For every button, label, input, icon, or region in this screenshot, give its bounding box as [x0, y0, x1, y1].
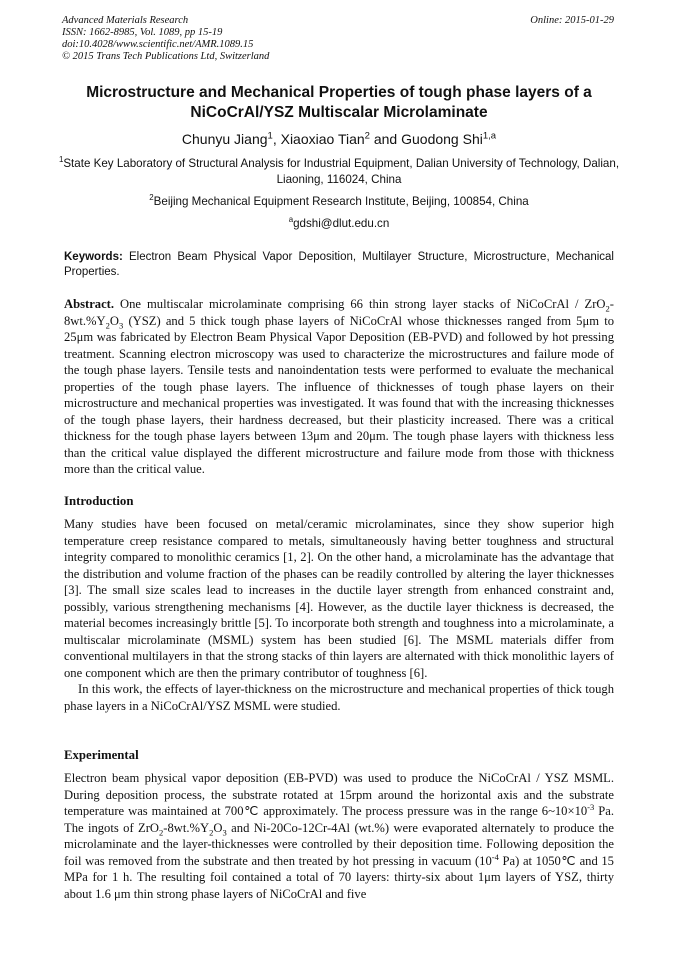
experimental-text: Pa. The ingots of ZrO: [64, 804, 614, 835]
affiliation-1: [50, 156, 628, 187]
author-separator: ,: [272, 131, 281, 147]
subscript: 2: [209, 827, 214, 838]
author-separator: and: [369, 131, 402, 147]
author-email: [50, 216, 628, 232]
affiliation-text: State Key Laboratory of Structural Analysis for Industrial Equipment, Dalian University of Technology, Dalian, Liaoning, 116024, China: [63, 157, 620, 186]
abstract: [64, 296, 614, 478]
experimental-text: Pa) at 1050℃ and 15 MPa for 1 h. The resulting foil contained a total of 70 layers: thirty-six about 1μm layers of YSZ, thirty about 1.6 μm thin strong phase layers of NiCoCrAl and five: [64, 853, 614, 901]
abstract-text: -8wt.%Y: [64, 297, 614, 328]
subscript: 3: [222, 827, 227, 838]
copyright-line: © 2015 Trans Tech Publications Ltd, Switzerland: [62, 51, 270, 62]
author-affiliation-mark: 2: [364, 130, 370, 142]
subscript: 3: [119, 320, 124, 331]
author-affiliation-mark: 1: [267, 130, 273, 142]
abstract-text: (YSZ) and 5 thick tough phase layers of NiCoCrAl whose thicknesses ranged from 5μm to 25μm was fabricated by Electron Beam Physical Vapor Deposition (EB-PVD) and followed by hot pressing treatment. Scanning electron microscopy was used to characterize the microstructures and failure mode of the tough phase layers. Tensile tests and nanoindentation tests were performed to evaluate the mechanical properties of the tough phase layers. The influence of thicknesses of tough phase layers on their microstructure and mechanical properties was investigated. It was found that with the increasing thicknesses of the tough phase layers, their hardness decreased, but their plasticity increased. There was a critical thickness for the tough phase layers between 13μm and 20μm. The tough phase layers with thickness less than the critical value displayed the different microstructure and failure mode from those with thickness more than the critical value.: [64, 313, 614, 476]
author-list: [40, 130, 638, 148]
doi-line[interactable]: doi:10.4028/www.scientific.net/AMR.1089.15: [62, 39, 254, 50]
affiliation-2: [50, 194, 628, 210]
subscript: 2: [159, 827, 164, 838]
intro-paragraph: In this work, the effects of layer-thickness on the microstructure and mechanical properties of thick tough phase layers in a NiCoCrAl/YSZ MSML were studied.: [64, 682, 614, 713]
abstract-label: Abstract.: [64, 297, 115, 311]
affiliation-mark: 1: [58, 155, 64, 165]
journal-name: Advanced Materials Research: [62, 15, 189, 26]
online-date: Online: 2015-01-29: [530, 15, 614, 26]
experimental-heading: Experimental: [64, 748, 139, 762]
author-name: Chunyu Jiang: [181, 131, 268, 147]
email-mark: a: [288, 215, 294, 225]
experimental-text: -8wt.%Y: [163, 820, 210, 835]
superscript: -3: [587, 801, 595, 812]
introduction-heading: Introduction: [64, 494, 134, 508]
subscript: 2: [105, 320, 110, 331]
author-name: Xiaoxiao Tian: [280, 131, 365, 147]
keywords: [64, 250, 614, 279]
journal-header: [62, 15, 614, 63]
keywords-text: Electron Beam Physical Vapor Deposition, Multilayer Structure, Microstructure, Mechanical Properties.: [64, 251, 614, 278]
email-address[interactable]: gdshi@dlut.edu.cn: [293, 217, 390, 230]
experimental-text: O: [213, 820, 223, 835]
experimental-text: and Ni-20Co-12Cr-4Al (wt.%) were evaporated alternately to produce the microlaminate and the layer-thicknesses were controlled by their deposition time. Following deposition the foil was removed from the substrate and then treated by hot pressing in vacuum (10: [64, 820, 614, 868]
experimental-text: Electron beam physical vapor deposition (EB-PVD) was used to produce the NiCoCrAl / YSZ MSML. During deposition process, the substrate rotated at 15rpm around the horizontal axis and the substrate temperature was maintained at 700℃ approximately. The process pressure was in the range 6~10×10: [64, 771, 614, 818]
paper-title: Microstructure and Mechanical Properties of tough phase layers of a NiCoCrAl/YSZ Multiscalar Microlaminate: [86, 84, 592, 121]
keywords-label: Keywords:: [64, 251, 123, 263]
experimental-body: [64, 770, 614, 902]
subscript: 2: [605, 303, 610, 314]
author-name: Guodong Shi: [401, 131, 483, 147]
author-affiliation-mark: 1,a: [482, 130, 497, 142]
affiliation-mark: 2: [149, 193, 154, 203]
abstract-text: O: [109, 313, 120, 328]
affiliation-text: Beijing Mechanical Equipment Research Institute, Beijing, 100854, China: [153, 195, 529, 208]
introduction-body: [64, 516, 614, 714]
issn-line: ISSN: 1662-8985, Vol. 1089, pp 15-19: [62, 27, 223, 38]
superscript: -4: [491, 851, 499, 862]
intro-paragraph: Many studies have been focused on metal/ceramic microlaminates, since they show superior high temperature creep resistance compared to metals, simultaneously having better toughness and structural integrity compared to monolithic ceramics [1, 2]. On the other hand, a microlaminate has the advantage that the distribution and volume fraction of the phases can be readily controlled by altering the layer thicknesses [3]. The small size scales lead to increases in the ductile layer strength from enhanced constraint and, possibly, various strengthening mechanisms [4]. However, as the ductile layer thickness is decreased, the material becomes increasingly brittle [5]. To incorporate both strength and toughness into a microlaminate, a multiscalar microlaminate (MSML) system has been studied [6]. The MSML materials differ from conventional multilayers in that the strong stacks of thin layers are alternated with thick monolithic layers of one component which are then the primary contributor of toughness [6].: [64, 517, 614, 680]
abstract-text: One multiscalar microlaminate comprising 66 thin strong layer stacks of NiCoCrAl / ZrO: [114, 297, 606, 311]
